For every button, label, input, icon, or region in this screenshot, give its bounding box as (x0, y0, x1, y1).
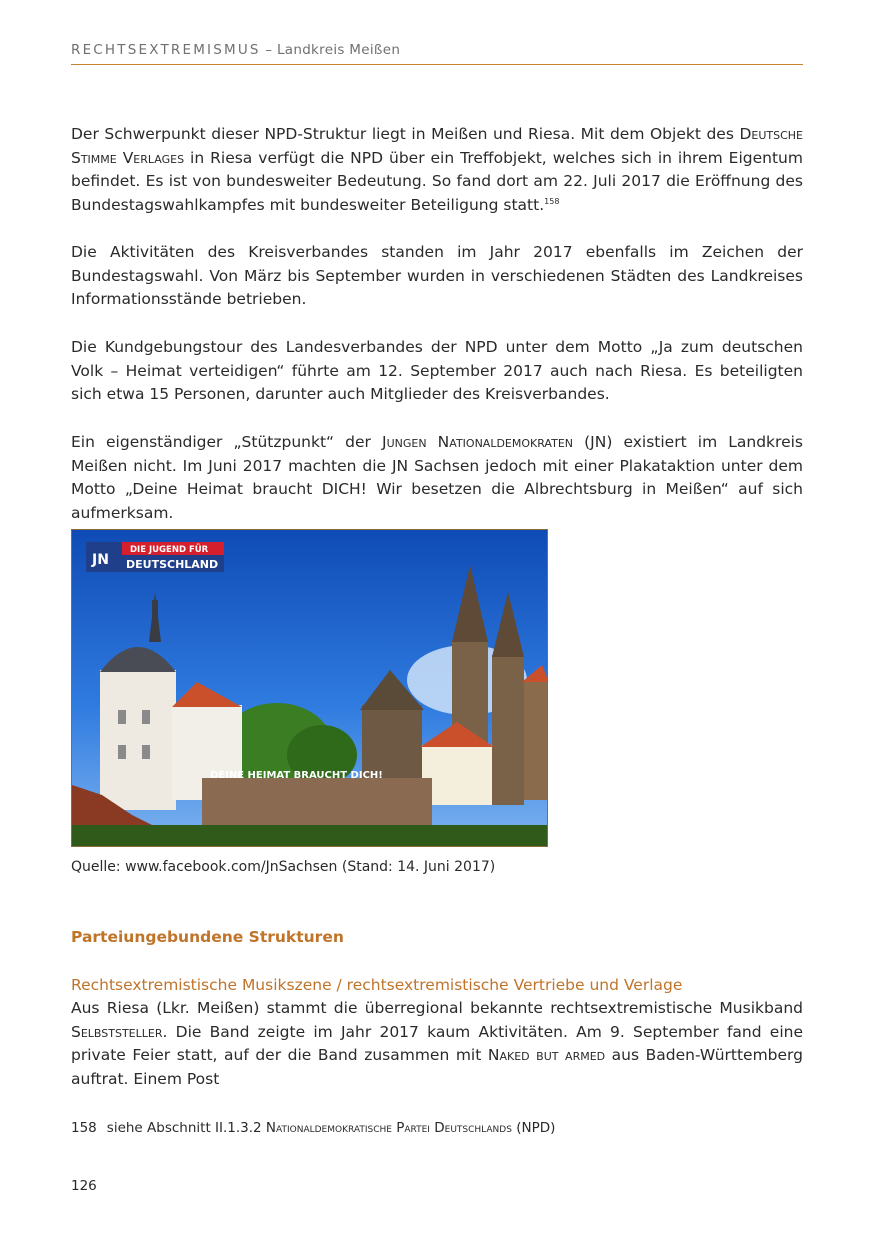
p4-text-a: Ein eigenständiger „Stützpunkt“ der (71, 433, 383, 451)
p5-text-b: . Die Band zeigte im Jahr 2017 kaum Aktivitäten. Am 9. September fand eine private Feier statt, auf der die Band zusammen mit (71, 1022, 803, 1064)
footnote-number: 158 (71, 1120, 97, 1136)
photo-caption: Quelle: www.facebook.com/JnSachsen (Stand: 14. Juni 2017) (71, 859, 496, 875)
subsection-heading: Rechtsextremistische Musikszene / rechtsextremistische Vertriebe und Verlage (71, 976, 683, 994)
tower-window (118, 745, 126, 759)
footnote-158 (71, 1120, 555, 1136)
white-house (422, 745, 492, 805)
foreground-greenery (72, 825, 548, 847)
p1-publisher-name: Deutsche Stimme Verlages (71, 125, 803, 167)
campaign-photo (71, 529, 548, 847)
footnote-text-a: siehe Abschnitt II.1.3.2 (106, 1120, 266, 1136)
cathedral-annex (524, 680, 548, 800)
running-header (71, 42, 803, 65)
paragraph-3: Die Kundgebungstour des Landesverbandes der NPD unter dem Motto „Ja zum deutschen Volk – Heimat verteidigen“ führte am 12. September 2017 auch nach Riesa. Es beteiligten sich etwa 15 Personen, darunter auch Mitglieder des Kreisverbandes. (71, 338, 803, 403)
cathedral-tower-right (492, 655, 524, 805)
p1-text-b: in Riesa verfügt die NPD über ein Treffobjekt, welches sich in ihrem Eigentum befindet. Es ist von bundesweiter Bedeutung. So fand dort am 22. Juli 2017 die Eröffnung des Bundestagswahlkampfes mit bundesweiter Beteiligung statt. (71, 148, 803, 214)
p5-band-name: Selbststeller (71, 1022, 163, 1041)
jn-logo-letters: JN (92, 552, 109, 568)
logo-line-2: DEUTSCHLAND (126, 558, 219, 571)
header-title: RECHTSEXTREMISMUS (71, 42, 261, 58)
header-subtitle: – Landkreis Meißen (265, 42, 401, 58)
tower-window (142, 745, 150, 759)
p5-band-name-2: Naked but armed (487, 1046, 606, 1064)
p1-text-a: Der Schwerpunkt dieser NPD-Struktur liegt in Meißen und Riesa. Mit dem Objekt des (71, 125, 740, 143)
banner-text: DEINE HEIMAT BRAUCHT DICH! (210, 770, 383, 781)
p5-text-a: Aus Riesa (Lkr. Meißen) stammt die überregional bekannte rechtsextremistische Musikband (71, 999, 803, 1017)
albrechtsburg-photo-illustration (72, 530, 548, 847)
p5-text-c: aus Baden-Württemberg auftrat. Einem Post (71, 1046, 803, 1088)
footnote-text-b: (NPD) (511, 1120, 556, 1136)
tower-window (142, 710, 150, 724)
paragraph-4 (71, 431, 803, 525)
footnote-ref-158[interactable]: 158 (544, 196, 560, 206)
round-tower (100, 670, 176, 810)
paragraph-1 (71, 123, 803, 217)
page-number: 126 (71, 1178, 97, 1194)
paragraph-5 (71, 997, 803, 1091)
logo-line-1: DIE JUGEND FÜR (130, 545, 209, 555)
tower-window (118, 710, 126, 724)
p4-text-b: (JN) existiert im Landkreis Meißen nicht. Im Juni 2017 machten die JN Sachsen jedoch mit einer Plakataktion unter dem Motto „Deine Heimat braucht DICH! Wir besetzen die Albrechtsburg in Meißen“ auf sich aufmerksam. (71, 433, 803, 522)
p4-org-name: Jungen Nationaldemokraten (382, 433, 574, 451)
paragraph-2: Die Aktivitäten des Kreisverbandes standen im Jahr 2017 ebenfalls im Zeichen der Bundestagswahl. Von März bis September wurden in verschiedenen Städten des Landkreises Informationsstände betrieben. (71, 243, 803, 308)
castle-wall (202, 778, 432, 833)
section-heading: Parteiungebundene Strukturen (71, 928, 344, 946)
footnote-party-name: Nationaldemokratische Partei Deutschlands (265, 1120, 512, 1136)
